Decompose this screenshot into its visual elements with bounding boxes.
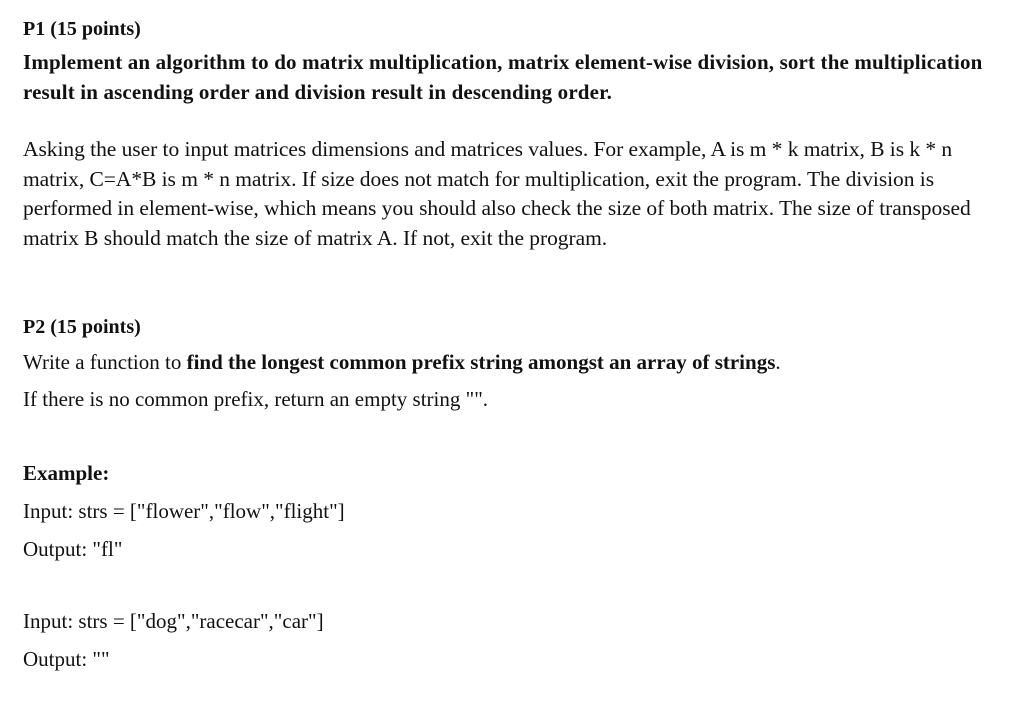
p2-heading: P2 (15 points) (23, 316, 141, 338)
example-2-input: Input: strs = ["dog","racecar","car"] (23, 609, 324, 633)
p1-heading: P1 (15 points) (23, 18, 141, 40)
example-1-input: Input: strs = ["flower","flow","flight"] (23, 499, 345, 523)
p1-task-statement: Implement an algorithm to do matrix multiplication, matrix element-wise division, sort the multiplication result in ascending order and division result in descending order. (23, 50, 983, 104)
p1-description: Asking the user to input matrices dimensions and matrices values. For example, A is m * k matrix, B is k * n matrix, C=A*B is m * n matrix. If size does not match for multiplication, exit the program. The division is performed in element-wise, which means you should also check the size of both matrix. The size of transposed matrix B should match the size of matrix A. If not, exit the program. (23, 137, 971, 250)
p2-task-statement (23, 347, 781, 377)
example-heading: Example: (23, 461, 110, 485)
p2-task-emphasis: find the longest common prefix string amongst an array of strings (186, 350, 776, 374)
p2-task-prefix: Write a function to (23, 350, 187, 374)
p2-empty-prefix-note: If there is no common prefix, return an empty string "". (23, 387, 489, 411)
example-2-output: Output: "" (23, 647, 110, 671)
example-1-output: Output: "fl" (23, 537, 123, 561)
p2-task-suffix: . (775, 350, 781, 374)
